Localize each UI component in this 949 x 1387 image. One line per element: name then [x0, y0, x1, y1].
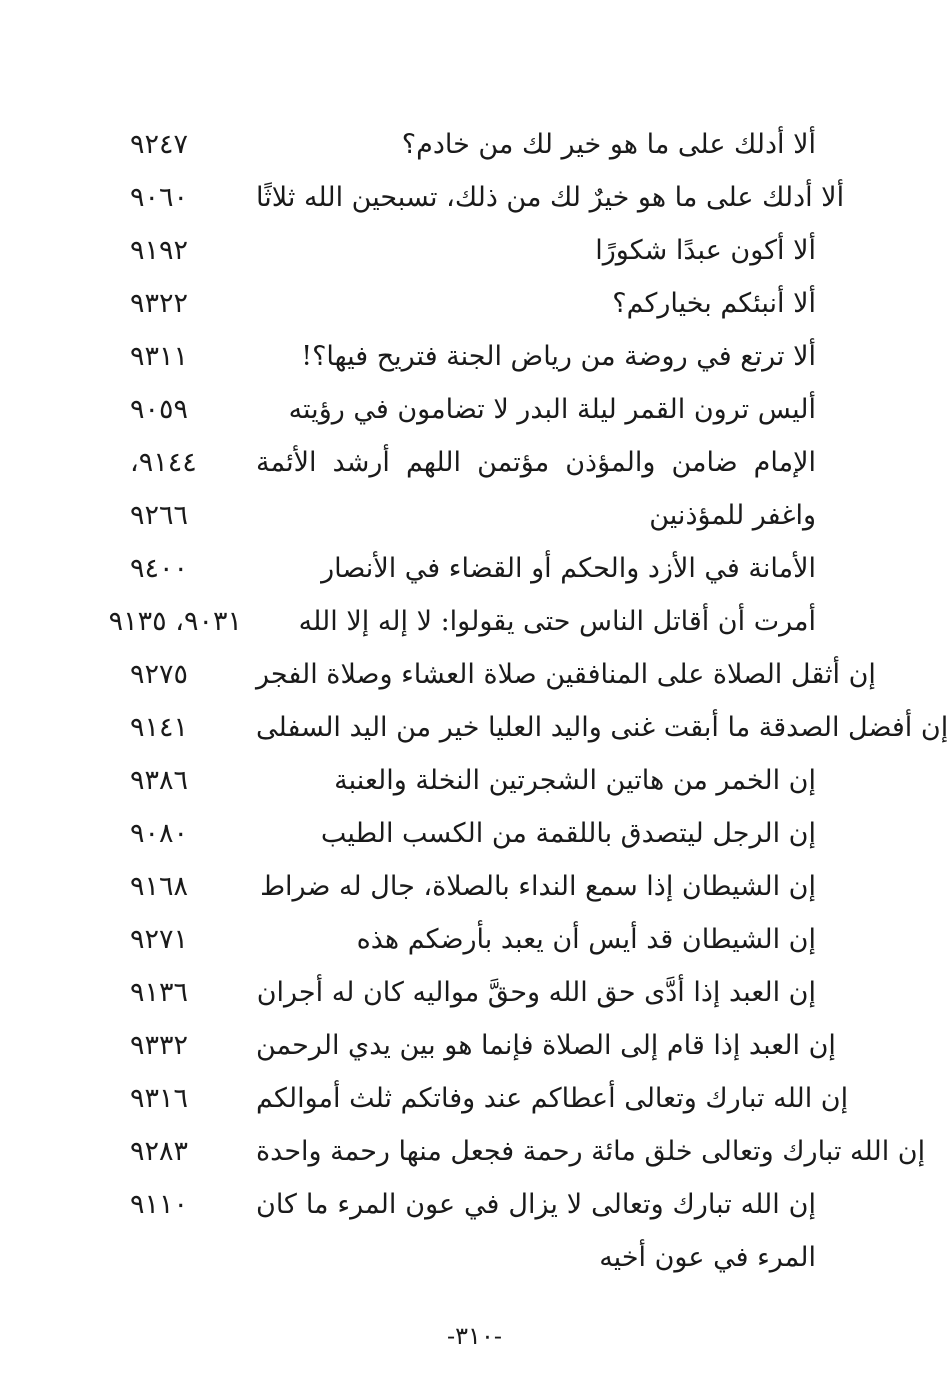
index-entry	[130, 330, 816, 383]
hadith-number: ٩٣٢٢	[130, 288, 189, 319]
hadith-text: إن الله تبارك وتعالى خلق مائة رحمة فجعل منها رحمة واحدة	[256, 1136, 926, 1167]
hadith-text: إن أثقل الصلاة على المنافقين صلاة العشاء وصلاة الفجر	[256, 659, 876, 690]
index-entry	[130, 754, 816, 807]
hadith-text: ألا ترتع في روضة من رياض الجنة فتريح فيها؟!	[301, 341, 816, 372]
index-entry	[130, 913, 816, 966]
index-entry	[130, 648, 876, 701]
index-entry	[130, 436, 816, 542]
hadith-text: ألا أدلك على ما هو خيرٌ لك من ذلك، تسبحين الله ثلاثًا	[256, 182, 845, 213]
index-entry	[130, 1125, 926, 1178]
hadith-text: الأمانة في الأزد والحكم أو القضاء في الأنصار	[321, 553, 816, 584]
hadith-index-list	[108, 118, 949, 1284]
hadith-text: إن الشيطان إذا سمع النداء بالصلاة، جال له ضراط	[260, 871, 816, 902]
hadith-number: ٩٠٣١، ٩١٣٥	[108, 606, 242, 637]
hadith-number-second: ٩٢٦٦	[130, 500, 189, 531]
index-entry	[130, 118, 816, 171]
hadith-text: إن أفضل الصدقة ما أبقت غنى واليد العليا خير من اليد السفلى	[256, 712, 949, 743]
hadith-text: إن الخمر من هاتين الشجرتين النخلة والعنبة	[334, 765, 816, 796]
hadith-number: ٩٣١٦	[130, 1083, 189, 1114]
hadith-number: ٩٠٥٩	[130, 394, 189, 425]
index-entry	[130, 966, 816, 1019]
hadith-number	[130, 436, 242, 542]
hadith-text: إن الرجل ليتصدق باللقمة من الكسب الطيب	[320, 818, 816, 849]
hadith-number: ٩٣٨٦	[130, 765, 189, 796]
hadith-number: ٩١٣٦	[130, 977, 189, 1008]
index-entry	[130, 224, 816, 277]
index-entry	[130, 1019, 836, 1072]
hadith-number: ٩٢٧٥	[130, 659, 189, 690]
hadith-number: ٩٢٤٧	[130, 129, 189, 160]
index-entry	[108, 595, 816, 648]
index-entry	[130, 860, 816, 913]
index-entry	[130, 701, 949, 754]
hadith-text: إن الله تبارك وتعالى أعطاكم عند وفاتكم ثلث أموالكم	[256, 1083, 849, 1114]
hadith-text: ألا أدلك على ما هو خير لك من خادم؟	[401, 129, 816, 160]
hadith-text: ألا أكون عبدًا شكورًا	[595, 235, 816, 266]
hadith-number: ٩١١٠	[130, 1189, 189, 1220]
hadith-number: ٩٠٨٠	[130, 818, 189, 849]
hadith-text: أمرت أن أقاتل الناس حتى يقولوا: لا إله إلا الله	[298, 606, 816, 637]
hadith-number: ٩٢٧١	[130, 924, 189, 955]
hadith-number: ٩٢٨٣	[130, 1136, 189, 1167]
hadith-number: ٩٤٠٠	[130, 553, 189, 584]
hadith-text: أليس ترون القمر ليلة البدر لا تضامون في رؤيته	[288, 394, 816, 425]
hadith-text: الإمام ضامن والمؤذن مؤتمن اللهم أرشد الأئمة واغفر للمؤذنين	[256, 447, 816, 531]
index-entry	[130, 383, 816, 436]
hadith-number: ٩١٤١	[130, 712, 189, 743]
index-entry	[130, 277, 816, 330]
index-entry	[130, 542, 816, 595]
hadith-text: ألا أنبئكم بخياركم؟	[612, 288, 816, 319]
hadith-text: إن العبد إذا أدَّى حق الله وحقَّ مواليه كان له أجران	[256, 977, 816, 1008]
index-entry	[130, 1178, 816, 1284]
hadith-text: إن العبد إذا قام إلى الصلاة فإنما هو بين يدي الرحمن	[256, 1030, 836, 1061]
page-number: -٣١٠-	[447, 1322, 502, 1350]
hadith-number: ٩١٦٨	[130, 871, 189, 902]
hadith-number: ٩٣١١	[130, 341, 189, 372]
index-entry	[130, 1072, 849, 1125]
index-entry	[130, 171, 845, 224]
hadith-number: ٩٠٦٠	[130, 182, 189, 213]
hadith-text: إن الشيطان قد أيس أن يعبد بأرضكم هذه	[356, 924, 816, 955]
hadith-number: ٩٣٣٢	[130, 1030, 189, 1061]
hadith-number-first: ٩١٤٤،	[130, 447, 197, 478]
index-entry	[130, 807, 816, 860]
hadith-text: إن الله تبارك وتعالى لا يزال في عون المرء ما كان المرء في عون أخيه	[256, 1189, 816, 1273]
hadith-number: ٩١٩٢	[130, 235, 189, 266]
